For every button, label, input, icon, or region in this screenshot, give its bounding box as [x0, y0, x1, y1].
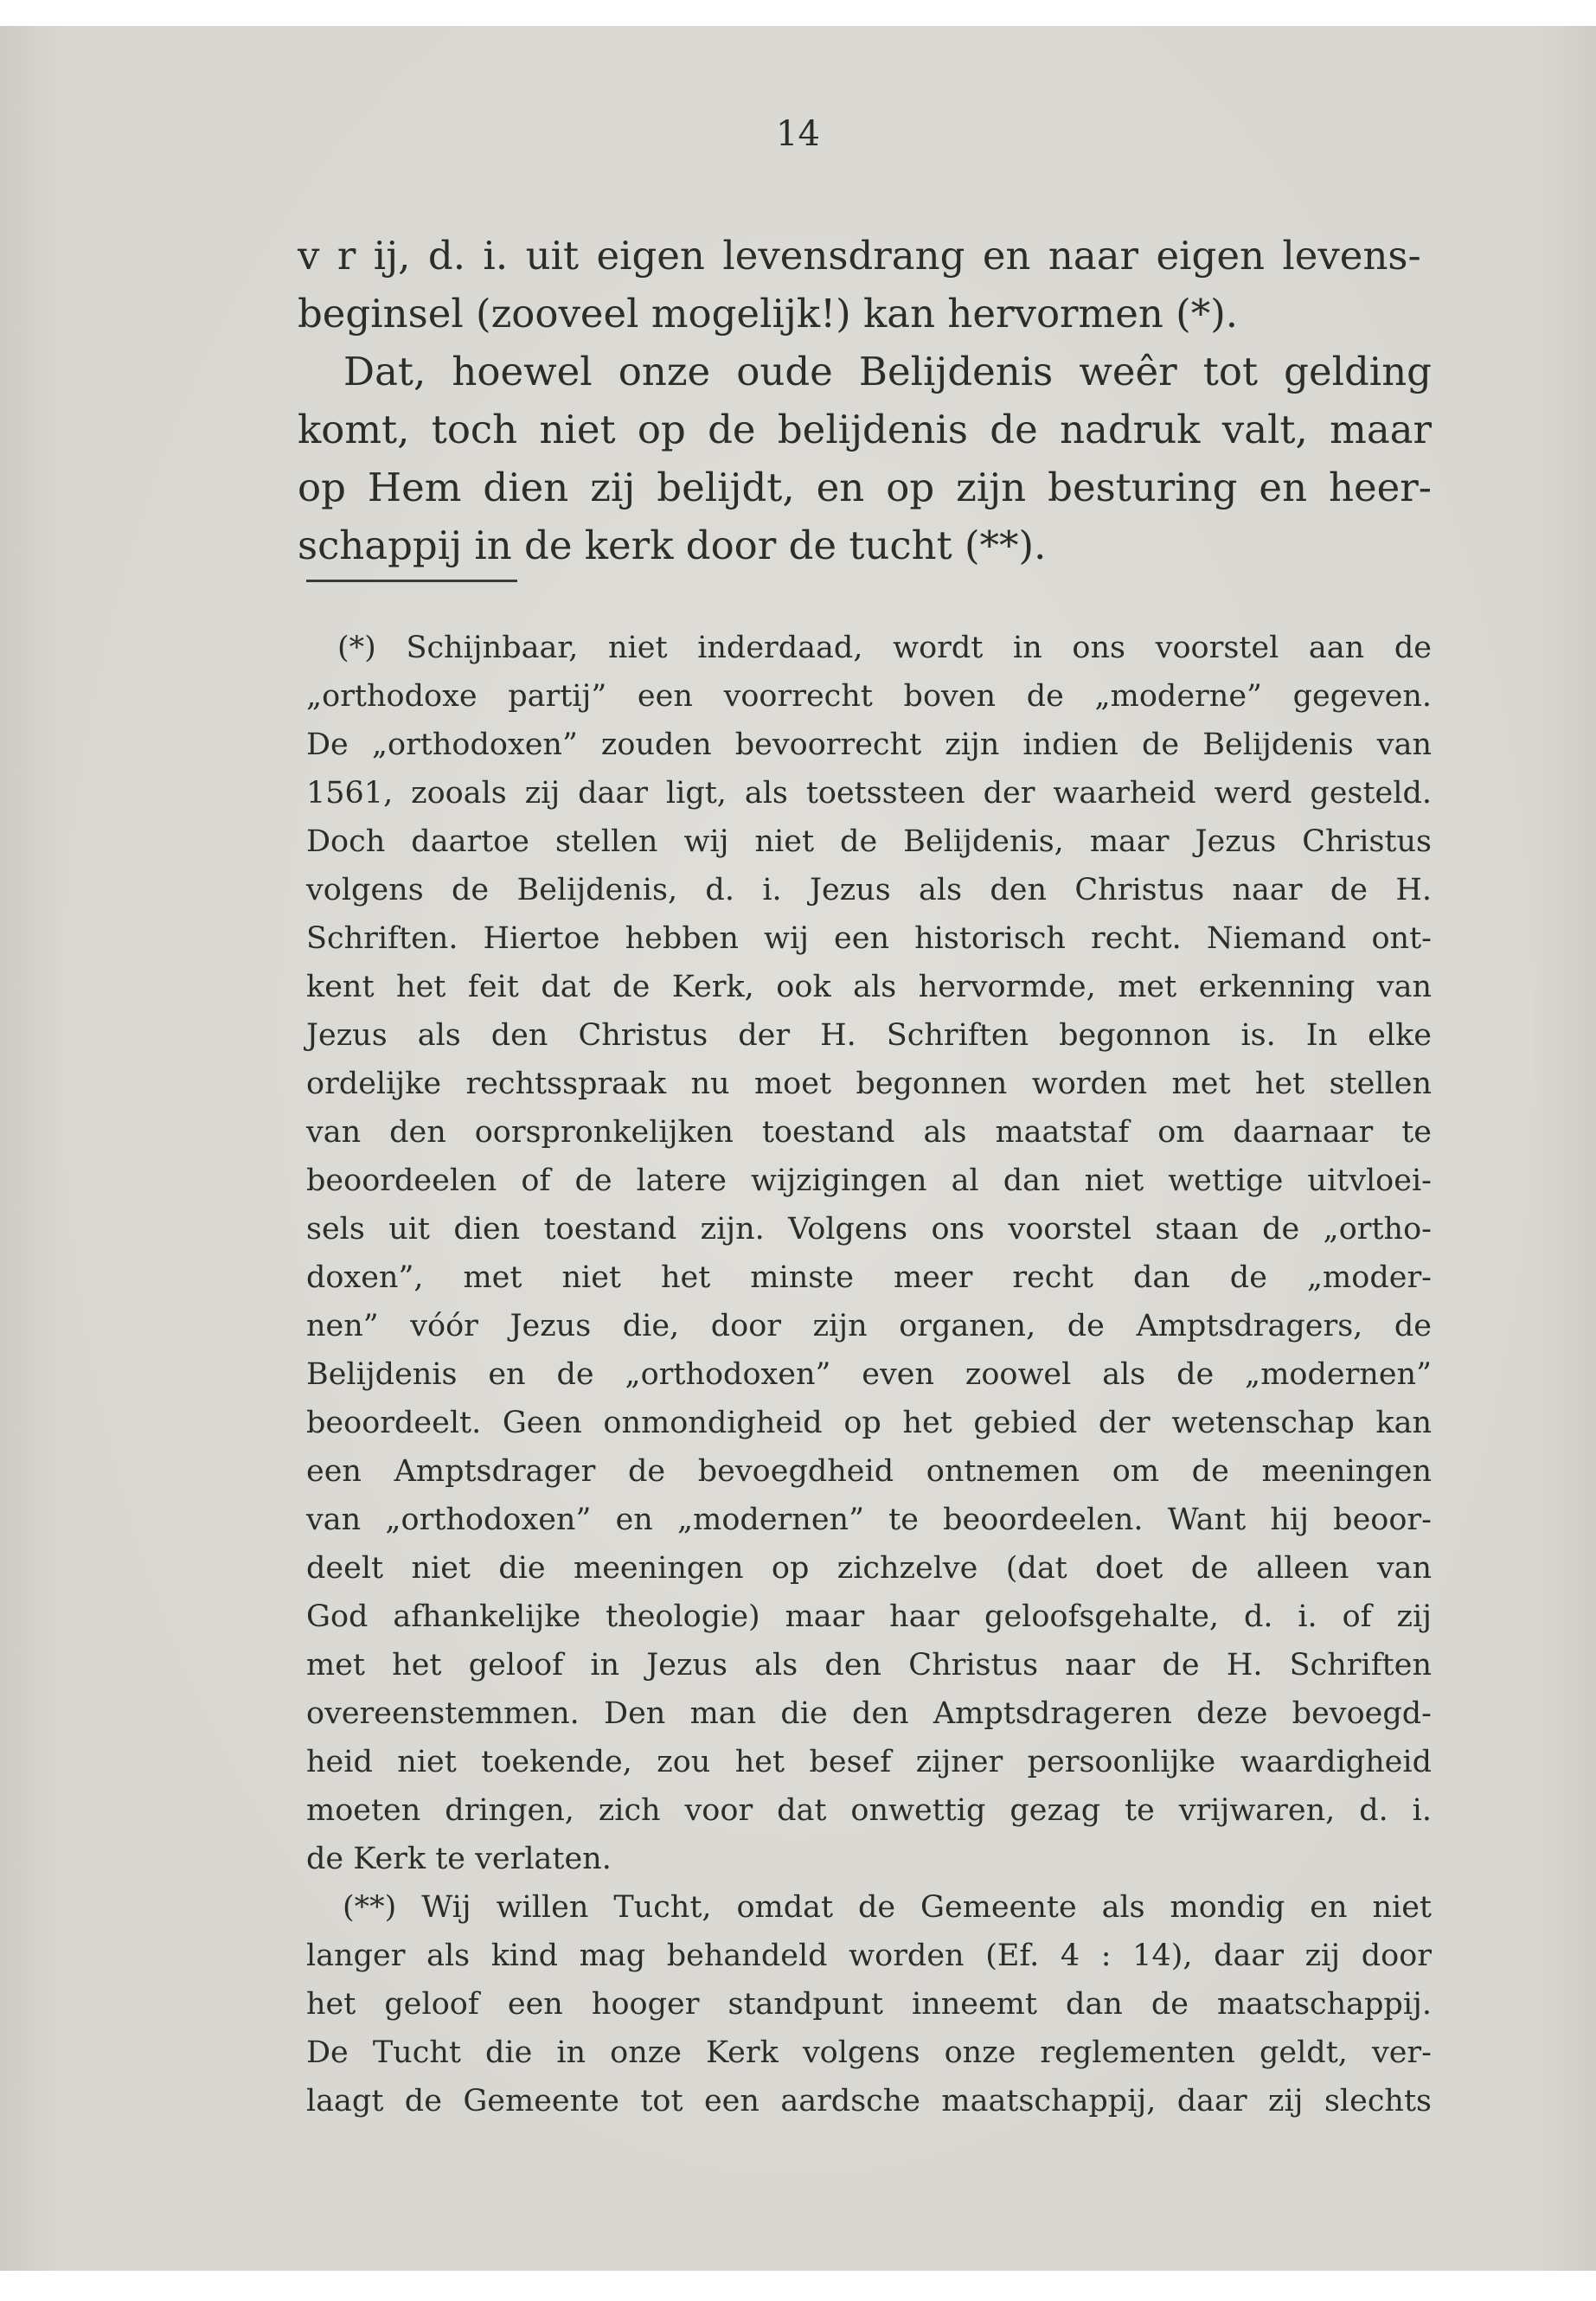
footnote-line-text: (*) Schijnbaar, niet inderdaad, wordt in ons voorstel aan de [337, 631, 1432, 665]
body-line-text: v r ij, d. i. uit eigen levensdrang en naar eigen levens- [298, 233, 1421, 279]
footnote-line [306, 1980, 1432, 2029]
footnote-line-text: van „orthodoxen” en „modernen” te beoordeelen. Want hij beoor- [306, 1503, 1432, 1537]
footnote-line [306, 914, 1432, 963]
footnote-line-text: Doch daartoe stellen wij niet de Belijdenis, maar Jezus Christus [306, 824, 1432, 859]
footnote-line [306, 1641, 1432, 1689]
footnote-line-text: sels uit dien toestand zijn. Volgens ons voorstel staan de „ortho- [306, 1212, 1432, 1247]
footnote-line [306, 1738, 1432, 1786]
body-line-text: schappij in de kerk door de tucht (**). [298, 522, 1047, 568]
footnote-line-text: met het geloof in Jezus als den Christus naar de H. Schriften [306, 1648, 1432, 1682]
footnote-line-text: De Tucht die in onze Kerk volgens onze reglementen geldt, ver- [306, 2035, 1432, 2070]
footnote-line [306, 1205, 1432, 1253]
body-line [298, 228, 1421, 285]
footnote-line [306, 2077, 1432, 2125]
footnote-line [306, 1786, 1432, 1835]
footnote-line-text: een Amptsdrager de bevoegdheid ontnemen om de meeningen [306, 1454, 1432, 1489]
footnote-line [306, 1157, 1432, 1205]
footnote-line-text: Belijdenis en de „orthodoxen” even zoowel als de „modernen” [306, 1357, 1432, 1392]
body-line-text: Dat, hoewel onze oude Belijdenis weêr tot gelding [343, 349, 1432, 394]
footnote-line [306, 866, 1432, 914]
book-page [0, 26, 1596, 2271]
footnote-line-text: beoordeelt. Geen onmondigheid op het gebied der wetenschap kan [306, 1406, 1432, 1440]
footnote-line [306, 1302, 1432, 1350]
footnote-line-text: De „orthodoxen” zouden bevoorrecht zijn indien de Belijdenis van [306, 727, 1432, 762]
body-line [298, 517, 1046, 574]
footnote-line-text: langer als kind mag behandeld worden (Ef. 4 : 14), daar zij door [306, 1939, 1432, 1973]
footnote-line-text: volgens de Belijdenis, d. i. Jezus als den Christus naar de H. [306, 873, 1432, 907]
footnote-divider [306, 580, 517, 582]
footnote-line [306, 1496, 1432, 1544]
footnote-line-text: van den oorspronkelijken toestand als maatstaf om daarnaar te [306, 1115, 1432, 1150]
footnote-line-text: „orthodoxe partij” een voorrecht boven de „moderne” gegeven. [306, 679, 1432, 714]
footnote-line [306, 1932, 1432, 1980]
footnote-line-text: heid niet toekende, zou het besef zijner persoonlijke waardigheid [306, 1745, 1432, 1779]
footnote-line [306, 721, 1432, 769]
footnote-line-text: het geloof een hooger standpunt inneemt dan de maatschappij. [306, 1987, 1432, 2022]
footnote-line [306, 1253, 1432, 1302]
footnote-line [306, 1011, 1432, 1060]
footnote-line-text: overeenstemmen. Den man die den Amptsdrageren deze bevoegd- [306, 1696, 1432, 1731]
body-line-text: op Hem dien zij belijdt, en op zijn besturing en heer- [298, 465, 1432, 510]
footnote-line [343, 1883, 1432, 1932]
body-line [298, 401, 1432, 458]
footnote-line-text: de Kerk te verlaten. [306, 1842, 612, 1876]
footnote-line-text: 1561, zooals zij daar ligt, als toetssteen der waarheid werd gesteld. [306, 776, 1432, 811]
footnote-line [306, 1835, 612, 1883]
footnote-line-text: Schriften. Hiertoe hebben wij een historisch recht. Niemand ont- [306, 921, 1432, 956]
footnote-line [306, 817, 1432, 866]
footnote-line-text: kent het feit dat de Kerk, ook als hervormde, met erkenning van [306, 970, 1432, 1004]
footnote-line [306, 1108, 1432, 1157]
footnote-line [306, 1544, 1432, 1593]
footnote-line [306, 2029, 1432, 2077]
footnote-line-text: ordelijke rechtsspraak nu moet begonnen worden met het stellen [306, 1067, 1432, 1101]
footnote-line-text: Jezus als den Christus der H. Schriften begonnon is. In elke [306, 1018, 1432, 1053]
footnote-line-text: deelt niet die meeningen op zichzelve (dat doet de alleen van [306, 1551, 1432, 1586]
footnote-line [306, 1593, 1432, 1641]
footnote-line [306, 769, 1432, 817]
footnote-line [306, 1689, 1432, 1738]
footnote-line [306, 963, 1432, 1011]
body-line [298, 285, 1238, 343]
footnote-line-text: moeten dringen, zich voor dat onwettig gezag te vrijwaren, d. i. [306, 1793, 1432, 1828]
footnote-line-text: nen” vóór Jezus die, door zijn organen, de Amptsdragers, de [306, 1309, 1432, 1343]
footnote-line-text: laagt de Gemeente tot een aardsche maatschappij, daar zij slechts [306, 2084, 1432, 2118]
footnote-line [306, 1350, 1432, 1399]
footnote-line-text: God afhankelijke theologie) maar haar geloofsgehalte, d. i. of zij [306, 1599, 1432, 1634]
body-line-text: komt, toch niet op de belijdenis de nadruk valt, maar [298, 407, 1432, 452]
body-line [298, 459, 1432, 516]
body-line-text: beginsel (zooveel mogelijk!) kan hervormen (*). [298, 291, 1239, 336]
footnote-line [306, 672, 1432, 721]
footnote-line [306, 1060, 1432, 1108]
page-number: 14 [776, 114, 820, 154]
footnote-line-text: beoordeelen of de latere wijzigingen al dan niet wettige uitvloei- [306, 1163, 1432, 1198]
footnote-line [306, 1447, 1432, 1496]
footnote-line [306, 1399, 1432, 1447]
footnote-line-text: doxen”, met niet het minste meer recht dan de „moder- [306, 1260, 1432, 1295]
footnote-line [337, 624, 1432, 672]
body-line [343, 343, 1432, 401]
footnote-line-text: (**) Wij willen Tucht, omdat de Gemeente als mondig en niet [343, 1890, 1432, 1925]
